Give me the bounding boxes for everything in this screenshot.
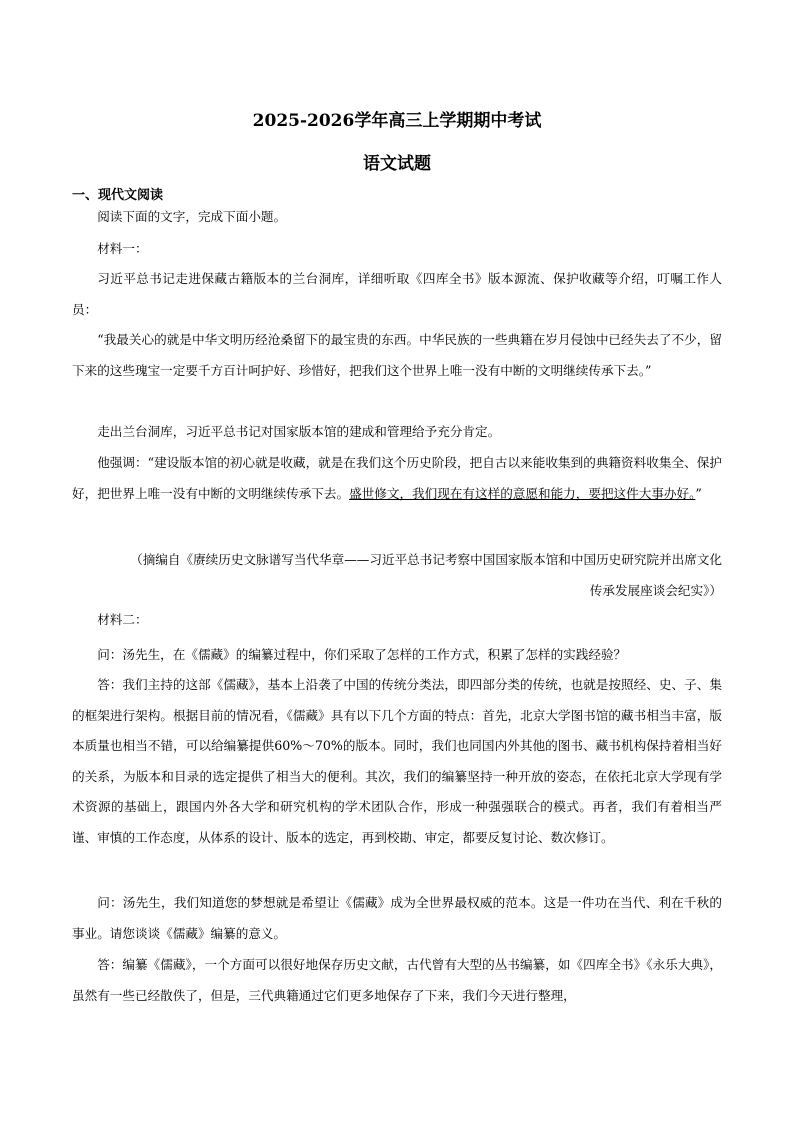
interview-answer-1: 答：我们主持的这部《儒藏》，基本上沿袭了中国的传统分类法，即四部分类的传统，也就是按照经、史、子、集的框架进行架构。根据目前的情况看，《儒藏》具有以下几个方面的特点：首先，北京大学图书馆的藏书相当丰富，版本质量也相当不错，可以给编纂提供60%～70%的版本。同时，我们也同国内外其他的图书、藏书机构保持着相当好的关系，为版本和目录的选定提供了相当大的便利。其次，我们的编纂坚持一种开放的姿态，在依托北京大学现有学术资源的基础上，跟国内外各大学和研究机构的学术团队合作，形成一种强强联合的模式。再者，我们有着相当严谨、审慎的工作态度，从体系的设计、版本的选定，再到校勘、审定，都要反复讨论、数次修订。	[72, 677, 722, 845]
exam-title: 2025-2026学年高三上学期期中考试	[252, 111, 542, 131]
underlined-sentence: 盛世修文，我们现在有这样的意愿和能力，要把这件大事办好。	[349, 485, 696, 501]
material-2-label: 材料二：	[97, 612, 148, 627]
interview-question-1: 问：汤先生，在《儒藏》的编纂过程中，你们采取了怎样的工作方式，积累了怎样的实践经验？	[97, 647, 627, 662]
material-1-paragraph-2: “我最关心的就是中华文明历经沧桑留下的最宝贵的东西。中华民族的一些典籍在岁月侵蚀中已经失去了不少，留下来的这些瑰宝一定要千方百计呵护好、珍惜好，把我们这个世界上唯一没有中断的文明继续传承下去。”	[72, 332, 722, 378]
instruction-text: 阅读下面的文字，完成下面小题。	[97, 209, 287, 224]
section-heading: 一、现代文阅读	[72, 187, 164, 202]
exam-subtitle: 语文试题	[363, 154, 431, 174]
interview-answer-2: 答：编纂《儒藏》，一个方面可以很好地保存历史文献，古代曾有大型的丛书编纂，如《四库全书》《永乐大典》，虽然有一些已经散佚了，但是，三代典籍通过它们更多地保存了下来，我们今天进行整理，	[72, 957, 722, 1003]
closing-quote: ”	[695, 485, 702, 501]
paragraph-4-text: 他强调：“建设版本馆的初心就是收藏，就是在我们这个历史阶段，把自古以来能收集到的典籍资料收集全、保护好，把世界上唯一没有中断的文明继续传承下去。	[72, 455, 722, 501]
material-1-source: （摘编自《赓续历史文脉谱写当代华章——习近平总书记考察中国国家版本馆和中国历史研究院并出席文化传承发展座谈会纪实》）	[130, 552, 722, 598]
material-1-paragraph-1: 习近平总书记走进保藏古籍版本的兰台洞库，详细听取《四库全书》版本源流、保护收藏等介绍，叮嘱工作人员：	[72, 271, 722, 317]
interview-question-2: 问：汤先生，我们知道您的梦想就是希望让《儒藏》成为全世界最权威的范本。这是一件功在当代、利在千秋的事业。请您谈谈《儒藏》编纂的意义。	[72, 895, 722, 941]
material-1-paragraph-4	[72, 448, 722, 509]
material-1-paragraph-3: 走出兰台洞库，习近平总书记对国家版本馆的建成和管理给予充分肯定。	[97, 424, 501, 439]
material-1-label: 材料一：	[97, 241, 148, 256]
